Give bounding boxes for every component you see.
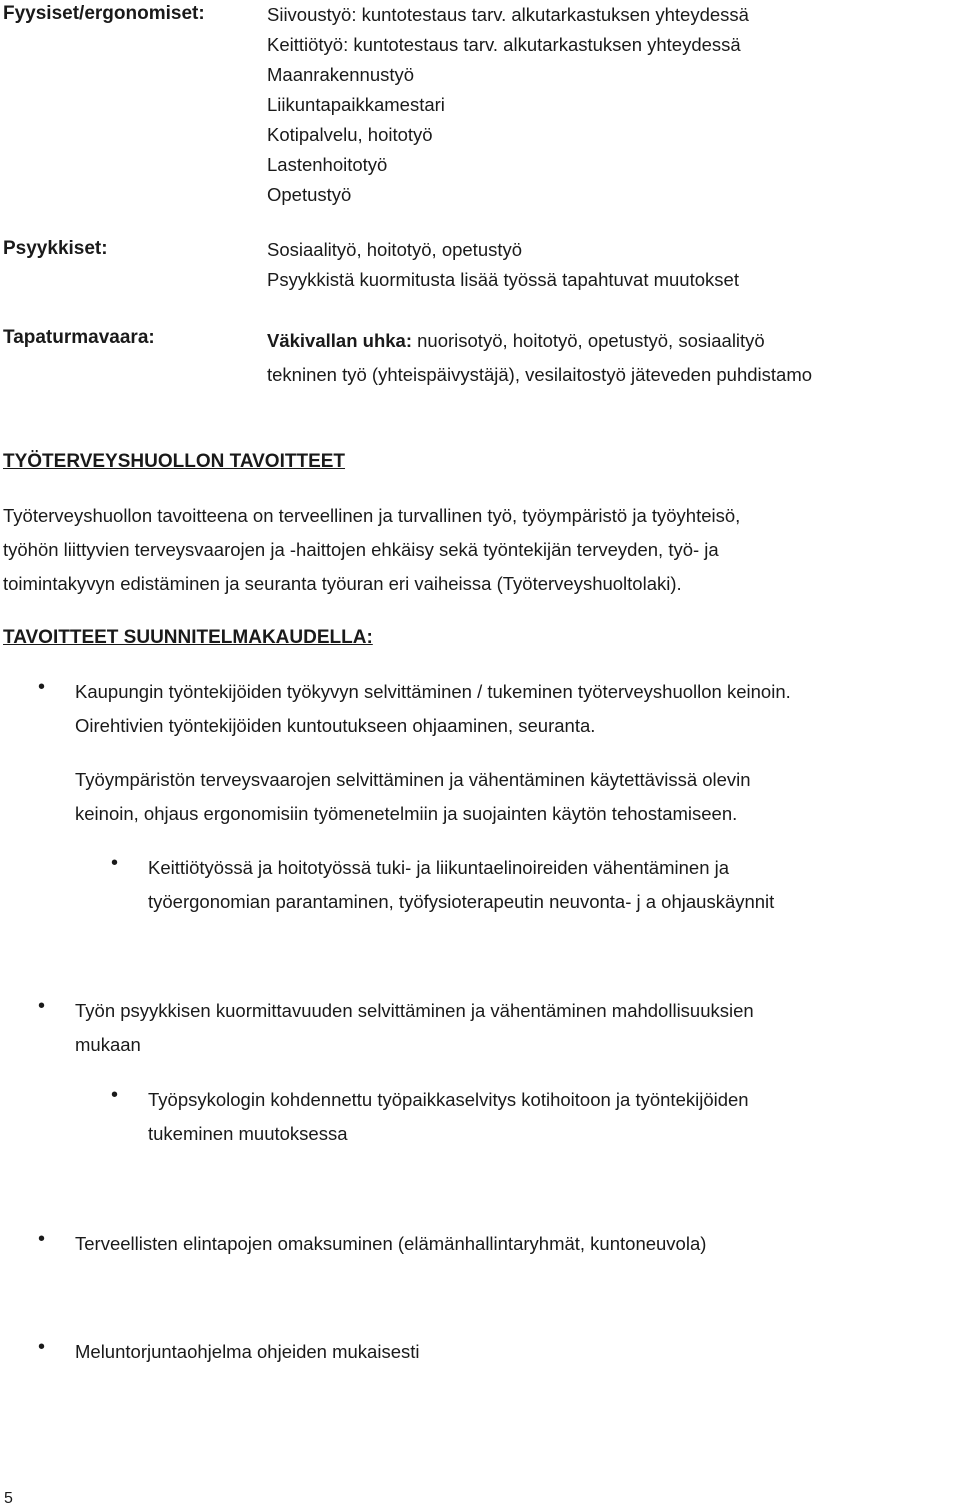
paragraph-line: tukeminen muutoksessa (148, 1123, 348, 1144)
bullet-icon: • (38, 1228, 46, 1250)
sub-bullet-2-text (148, 1083, 749, 1151)
paragraph-line: Työpsykologin kohdennettu työpaikkaselvitys kotihoitoon ja työntekijöiden (148, 1089, 749, 1110)
paragraph-line: Kaupungin työntekijöiden työkyvyn selvittäminen / tukeminen työterveyshuollon keinoin. (75, 681, 791, 702)
paragraph-line: Työterveyshuollon tavoitteena on terveellinen ja turvallinen työ, työympäristö ja työyhteisö, (3, 505, 741, 526)
accident-risk-list (267, 324, 812, 392)
paragraph-line: toimintakyvyn edistäminen ja seuranta työuran eri vaiheissa (Työterveyshuoltolaki). (3, 573, 682, 594)
goals-paragraph (3, 499, 740, 601)
paragraph-line: Keittiötyössä ja hoitotyössä tuki- ja liikuntaelinoireiden vähentäminen ja (148, 857, 730, 878)
list-item: Keittiötyö: kuntotestaus tarv. alkutarkastuksen yhteydessä (267, 34, 741, 55)
list-item: Maanrakennustyö (267, 64, 415, 85)
physical-risks-list (267, 0, 749, 210)
paragraph-line: mukaan (75, 1034, 141, 1055)
list-item: Liikuntapaikkamestari (267, 94, 445, 115)
sub-bullet-1-text (148, 851, 774, 919)
bullet-icon: • (38, 676, 46, 698)
bullet-icon: • (38, 995, 46, 1017)
violence-threat-text: nuorisotyö, hoitotyö, opetustyö, sosiaalityö (411, 330, 765, 351)
bullet-3-text: Terveellisten elintapojen omaksuminen (elämänhallintaryhmät, kuntoneuvola) (75, 1233, 707, 1254)
list-item: Siivoustyö: kuntotestaus tarv. alkutarkastuksen yhteydessä (267, 4, 749, 25)
bullet-2-text (75, 994, 754, 1062)
bullet-icon: • (111, 852, 119, 874)
list-item: Kotipalvelu, hoitotyö (267, 124, 433, 145)
physical-risks-label: Fyysiset/ergonomiset: (3, 3, 205, 24)
list-item: Opetustyö (267, 184, 352, 205)
psych-risks-list (267, 235, 739, 295)
goals-heading: TYÖTERVEYSHUOLLON TAVOITTEET (3, 451, 346, 472)
violence-threat-label: Väkivallan uhka: (267, 330, 412, 351)
page-number: 5 (4, 1490, 13, 1507)
list-item: Psyykkistä kuormitusta lisää työssä tapahtuvat muutokset (267, 269, 739, 290)
paragraph-line: työergonomian parantaminen, työfysioterapeutin neuvonta- j a ohjauskäynnit (148, 891, 775, 912)
bullet-1-text (75, 675, 791, 743)
accident-risk-label: Tapaturmavaara: (3, 327, 155, 348)
paragraph-line: Työympäristön terveysvaarojen selvittäminen ja vähentäminen käytettävissä olevin (75, 769, 751, 790)
bullet-icon: • (111, 1084, 119, 1106)
list-item (267, 324, 812, 358)
list-item: tekninen työ (yhteispäivystäjä), vesilaitostyö jäteveden puhdistamo (267, 364, 813, 385)
paragraph-line: Työn psyykkisen kuormittavuuden selvittäminen ja vähentäminen mahdollisuuksien (75, 1000, 754, 1021)
paragraph-line: työhön liittyvien terveysvaarojen ja -haittojen ehkäisy sekä työntekijän terveyden, työ- ja (3, 539, 719, 560)
bullet-icon: • (38, 1336, 46, 1358)
bullet-4-text: Meluntorjuntaohjelma ohjeiden mukaisesti (75, 1341, 420, 1362)
list-item: Lastenhoitotyö (267, 154, 388, 175)
list-item: Sosiaalityö, hoitotyö, opetustyö (267, 239, 523, 260)
paragraph-line: Oirehtivien työntekijöiden kuntoutukseen ohjaaminen, seuranta. (75, 715, 596, 736)
psych-risks-label: Psyykkiset: (3, 238, 108, 259)
paragraph-line: keinoin, ohjaus ergonomisiin työmenetelmiin ja suojainten käytön tehostamiseen. (75, 803, 738, 824)
plan-goals-heading: TAVOITTEET SUUNNITELMAKAUDELLA: (3, 627, 373, 648)
bullet-1-paragraph-2 (75, 763, 751, 831)
